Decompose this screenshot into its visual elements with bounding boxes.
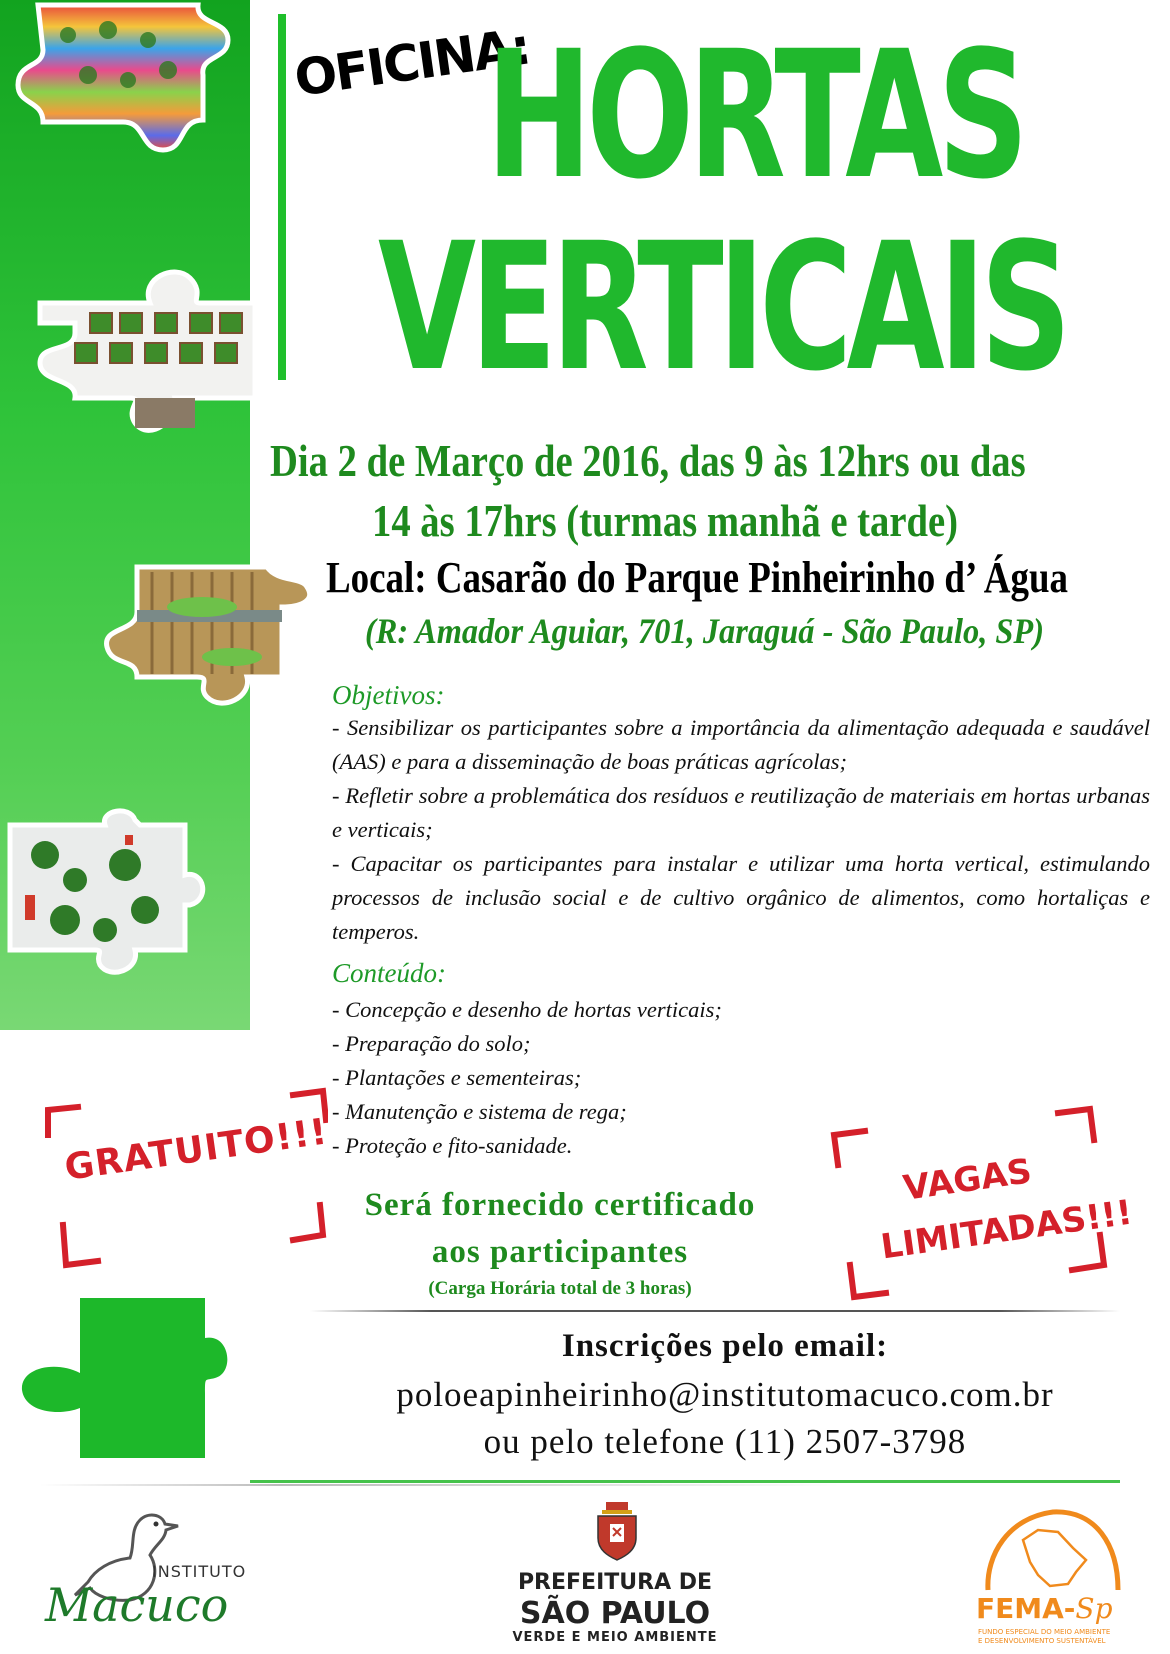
content-item: - Preparação do solo;: [332, 1031, 531, 1056]
puzzle-photo-bottle-garden: [5, 810, 245, 990]
title-line-1: HORTAS: [486, 13, 1024, 218]
instituto-macuco-logo: [30, 1500, 260, 1640]
limited-stamp-line-1: VAGAS: [900, 1151, 1035, 1209]
title-line-2: VERTICAIS: [378, 205, 1066, 410]
event-date-line-2: 14 às 17hrs (turmas manhã e tarde): [372, 495, 959, 546]
event-date-line-1: Dia 2 de Março de 2016, das 9 às 12hrs ou das: [270, 435, 1026, 486]
content-item: - Concepção e desenho de hortas verticais;: [332, 997, 722, 1022]
content-list: [332, 993, 722, 1163]
free-stamp: GRATUITO!!!: [62, 1111, 331, 1189]
certificate-line-1: Será fornecido certificado: [364, 1187, 756, 1223]
limited-stamp-line-2: LIMITADAS!!!: [878, 1192, 1135, 1268]
macuco-big-text: Macuco: [45, 1578, 229, 1632]
fema-description-1: FUNDO ESPECIAL DO MEIO AMBIENTE: [978, 1628, 1111, 1636]
content-item: - Manutenção e sistema de rega;: [332, 1099, 627, 1124]
objectives-list: [332, 711, 1150, 949]
puzzle-photo-wall-planters: [30, 258, 270, 458]
vertical-accent-line: [278, 14, 286, 380]
registration-phone[interactable]: ou pelo telefone (11) 2507-3798: [483, 1422, 967, 1461]
objectives-heading: Objetivos:: [332, 680, 445, 710]
prefeitura-line-3: VERDE E MEIO AMBIENTE: [512, 1630, 718, 1645]
event-location: Local: Casarão do Parque Pinheirinho d’ Água: [326, 553, 1069, 602]
fema-sp-text: Sp: [1075, 1592, 1113, 1625]
objective-item: - Sensibilizar os participantes sobre a importância da alimentação adequada e saudável (AAS) e para a disseminação de boas práticas agrícolas;: [332, 715, 1150, 774]
puzzle-photo-colorful-garden: [28, 0, 268, 170]
registration-email[interactable]: poloeapinheirinho@institutomacuco.com.br: [396, 1375, 1054, 1414]
objective-item: - Capacitar os participantes para instalar e utilizar uma horta vertical, estimulando processos de inclusão social e de cultivo orgânico de alimentos, como hortaliças e temperos.: [332, 851, 1150, 944]
fema-description-2: E DESENVOLVIMENTO SUSTENTÁVEL: [978, 1637, 1106, 1645]
footer-divider-gray: [40, 1484, 840, 1486]
fema-name: [976, 1592, 1113, 1625]
footer-divider-green: [250, 1480, 1120, 1483]
fema-sp-logo: [970, 1500, 1140, 1645]
prefeitura-line-2: SÃO PAULO: [519, 1596, 711, 1631]
puzzle-photo-bamboo-planter: [92, 562, 332, 722]
content-item: - Plantações e sementeiras;: [332, 1065, 582, 1090]
macuco-small-text: INSTITUTO: [152, 1562, 247, 1581]
content-item: - Proteção e fito-sanidade.: [332, 1133, 573, 1158]
objective-item: - Refletir sobre a problemática dos resíduos e reutilização de materiais em hortas urbanas e verticais;: [332, 783, 1150, 842]
certificate-line-2: aos participantes: [431, 1234, 689, 1270]
event-address: (R: Amador Aguiar, 701, Jaraguá - São Paulo, SP): [365, 611, 1045, 651]
prefeitura-line-1: PREFEITURA DE: [517, 1570, 713, 1595]
registration-heading: Inscrições pelo email:: [561, 1328, 889, 1364]
prefeitura-sao-paulo-logo: [510, 1500, 720, 1645]
kicker-oficina: OFICINA:: [290, 17, 533, 108]
coat-of-arms-icon: [592, 1500, 642, 1562]
puzzle-piece-green-bottom: [0, 1298, 270, 1478]
content-heading: Conteúdo:: [332, 958, 446, 988]
fema-name-text: FEMA-: [976, 1592, 1076, 1625]
certificate-hours: (Carga Horária total de 3 horas): [428, 1278, 692, 1299]
divider-line: [310, 1310, 1120, 1312]
